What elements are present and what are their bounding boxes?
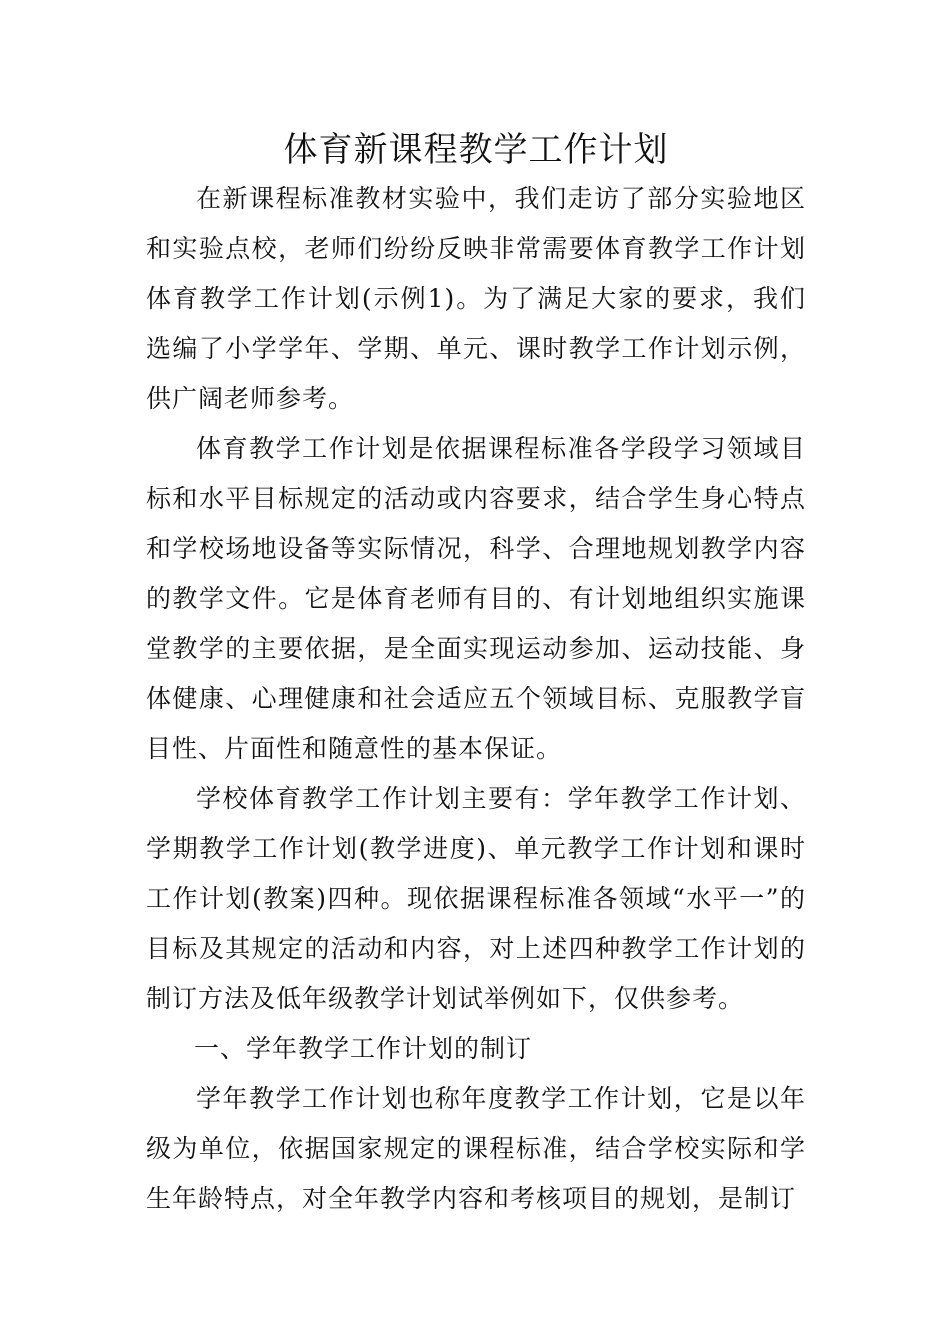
document-page [146,128,806,1224]
paragraph-intro: 在新课程标准教材实验中，我们走访了部分实验地区和实验点校，老师们纷纷反映非常需要体育教学工作计划体育教学工作计划(示例1)。为了满足大家的要求，我们选编了小学学年、学期、单元、课时教学工作计划示例，供广阔老师参考。 [146,184,806,413]
document-title: 体育新课程教学工作计划 [283,130,669,170]
section-heading: 一、学年教学工作计划的制订 [194,1034,533,1063]
paragraph-plan-types: 学校体育教学工作计划主要有：学年教学工作计划、学期教学工作计划(教学进度)、单元教学工作计划和课时工作计划(教案)四种。现依据课程标准各领域“水平一”的目标及其规定的活动和内容，对上述四种教学工作计划的制订方法及低年级教学计划试举例如下，仅供参考。 [146,784,806,1013]
paragraph-definition: 体育教学工作计划是依据课程标准各学段学习领域目标和水平目标规定的活动或内容要求，结合学生身心特点和学校场地设备等实际情况，科学、合理地规划教学内容的教学文件。它是体育老师有目的、有计划地组织实施课堂教学的主要依据，是全面实现运动参加、运动技能、身体健康、心理健康和社会适应五个领域目标、克服教学盲目性、片面性和随意性的基本保证。 [146,434,806,763]
paragraph-annual-plan: 学年教学工作计划也称年度教学工作计划，它是以年级为单位，依据国家规定的课程标准，结合学校实际和学生年龄特点，对全年教学内容和考核项目的规划，是制订 [146,1084,806,1213]
